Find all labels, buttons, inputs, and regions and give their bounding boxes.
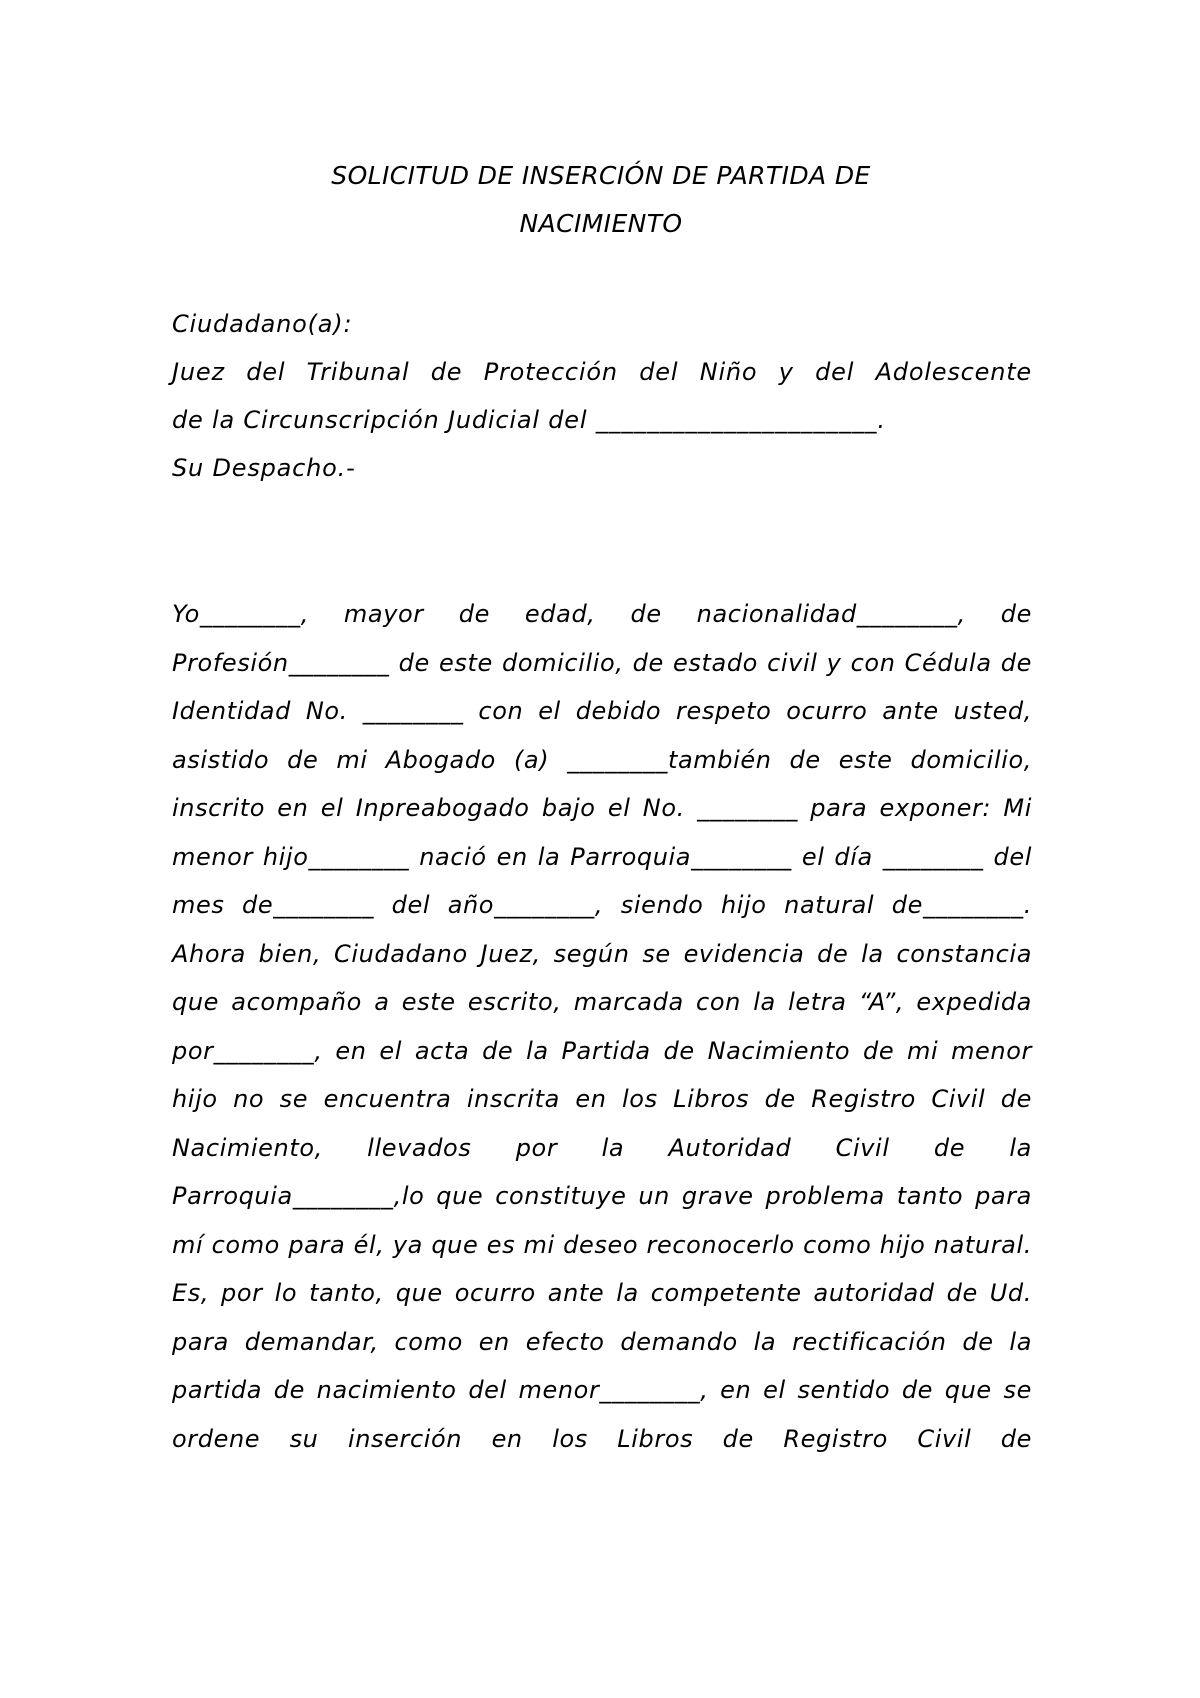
- addressee-jurisdiction: de la Circunscripción Judicial del ______________________.: [172, 406, 886, 434]
- document-title: [170, 152, 1032, 248]
- addressee-court: Juez del Tribunal de Protección del Niño y del Adolescente: [172, 358, 1032, 386]
- addressee-closing: Su Despacho.-: [172, 454, 356, 482]
- addressee-block: [172, 300, 1032, 492]
- title-line-2: NACIMIENTO: [519, 209, 683, 238]
- title-line-1: SOLICITUD DE INSERCIÓN DE PARTIDA DE: [331, 161, 871, 190]
- body-paragraph: Yo________, mayor de edad, de nacionalidad________, de Profesión________ de este domicilio, de estado civil y con Cédula de Identidad No. ________ con el debido respeto ocurro ante usted, asistido de mi Abogado (a) ________también de este domicilio, inscrito en el Inpreabogado bajo el No. ________ para exponer: Mi menor hijo________ nació en la Parroquia________ el día ________ del mes de________ del año________, siendo hijo natural de________. Ahora bien, Ciudadano Juez, según se evidencia de la constancia que acompaño a este escrito, marcada con la letra “A”, expedida por________, en el acta de la Partida de Nacimiento de mi menor hijo no se encuentra inscrita en los Libros de Registro Civil de Nacimiento, llevados por la Autoridad Civil de la Parroquia________,lo que constituye un grave problema tanto para mí como para él, ya que es mi deseo reconocerlo como hijo natural. Es, por lo tanto, que ocurro ante la competente autoridad de Ud. para demandar, como en efecto demando la rectificación de la partida de nacimiento del menor________, en el sentido de que se ordene su inserción en los Libros de Registro Civil de: [172, 600, 1032, 1453]
- addressee-salutation: Ciudadano(a):: [172, 310, 353, 338]
